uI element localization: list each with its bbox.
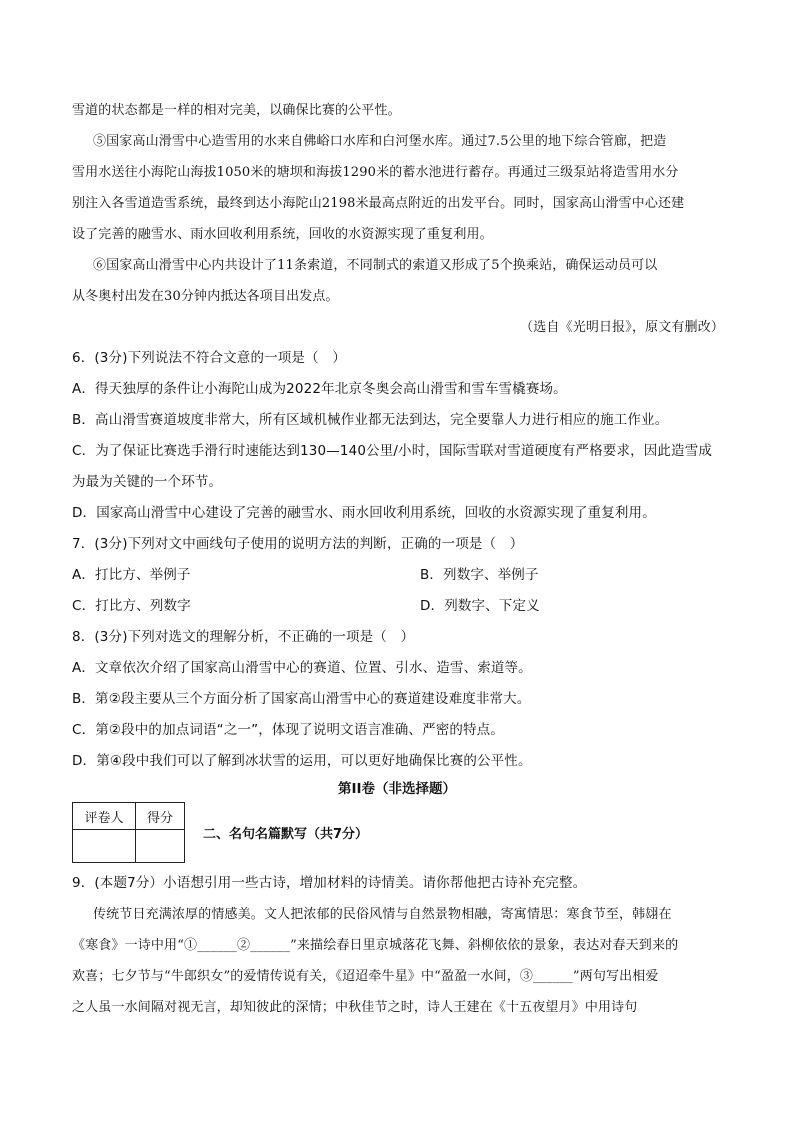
question-6-option-c-cont: 为最为关键的一个环节。 (72, 474, 223, 490)
question-6-option-c: C．为了保证比赛选手滑行时速能达到130—140公里/小时，国际雪联对雪道硬度有严格要求，因此造雪成 (72, 443, 713, 459)
question-6-stem: 6．(3分)下列说法不符合文意的一项是（ ） (72, 350, 347, 366)
paragraph-6-line: 从冬奥村出发在30分钟内抵达各项目出发点。 (72, 289, 339, 304)
question-9-passage-line: 《寒食》一诗中用“①______②______”来描绘春日里京城落花飞舞、斜柳依依的景象，表达对春天到来的 (72, 938, 679, 953)
paragraph-5-line: ⑤国家高山滑雪中心造雪用的水来自佛峪口水库和白河堡水库。通过7.5公里的地下综合管廊，把造 (93, 134, 667, 149)
question-6-option-a: A．得天独厚的条件让小海陀山成为2022年北京冬奥会高山滑雪和雪车雪橇赛场。 (72, 381, 567, 397)
paragraph-5-line: 雪用水送往小海陀山海拔1050米的塘坝和海拔1290米的蓄水池进行蓄存。再通过三级泵站将造雪用水分 (72, 165, 679, 180)
grader-header: 评卷人 (73, 803, 136, 830)
question-9-stem: 9．(本题7分）小语想引用一些古诗，增加材料的诗情美。请你帮他把古诗补充完整。 (72, 875, 587, 891)
paragraph-5-line: 设了完善的融雪水、雨水回收利用系统，回收的水资源实现了重复利用。 (72, 227, 493, 242)
question-7-row-2 (72, 591, 724, 622)
question-7-option-d: D．列数字、下定义 (420, 598, 540, 614)
question-9-passage-line: 之人虽一水间隔对视无言，却知彼此的深情；中秋佳节之时，诗人王建在《十五夜望月》中用诗句 (72, 1000, 638, 1015)
grader-cell (73, 830, 136, 863)
question-7-option-b: B．列数字、举例子 (420, 567, 539, 583)
paragraph-6-line: ⑥国家高山滑雪中心内共设计了11条索道，不同制式的索道又形成了5个换乘站，确保运动员可以 (93, 258, 658, 273)
question-7-option-a: A．打比方、举例子 (72, 567, 191, 583)
source-citation: （选自《光明日报》，原文有删改） (520, 320, 724, 335)
question-6-option-b: B．高山滑雪赛道坡度非常大，所有区域机械作业都无法到达，完全要靠人力进行相应的施工作业。 (72, 412, 669, 428)
score-header: 得分 (136, 803, 185, 830)
part-2-title: 第II卷（非选择题） (337, 781, 457, 797)
question-8-option-c: C．第②段中的加点词语“之一”，体现了说明文语言准确、严密的特点。 (72, 722, 504, 738)
question-8-stem: 8．(3分)下列对选文的理解分析，不正确的一项是（ ） (72, 629, 415, 645)
score-table (72, 802, 185, 863)
question-8-option-b: B．第②段主要从三个方面分析了国家高山滑雪中心的赛道建设难度非常大。 (72, 691, 531, 707)
question-7-stem: 7．(3分)下列对文中画线句子使用的说明方法的判断，正确的一项是（ ） (72, 536, 524, 552)
question-6-option-d: D．国家高山滑雪中心建设了完善的融雪水、雨水回收利用系统，回收的水资源实现了重复利用。 (72, 505, 656, 521)
section-heading: 二、名句名篇默写（共7分） (203, 827, 369, 842)
question-9-passage-line: 欢喜；七夕节与“牛郎织女”的爱情传说有关，《迢迢牵牛星》中“盈盈一水间，③______”两句写出相爱 (72, 969, 659, 984)
score-cell (136, 830, 185, 863)
question-7-row-1 (72, 560, 724, 591)
paragraph-5-line: 别注入各雪道造雪系统，最终到达小海陀山2198米最高点附近的出发平台。同时，国家高山滑雪中心还建 (72, 196, 685, 211)
passage-line: 雪道的状态都是一样的相对完美，以确保比赛的公平性。 (72, 103, 401, 118)
question-8-option-d: D．第④段中我们可以了解到冰状雪的运用，可以更好地确保比赛的公平性。 (72, 753, 532, 769)
question-8-option-a: A．文章依次介绍了国家高山滑雪中心的赛道、位置、引水、造雪、索道等。 (72, 660, 532, 676)
question-9-passage-line: 传统节日充满浓厚的情感美。文人把浓郁的民俗风情与自然景物相融，寄寓情思：寒食节至，韩翃在 (93, 907, 672, 922)
question-7-option-c: C．打比方、列数字 (72, 598, 191, 614)
